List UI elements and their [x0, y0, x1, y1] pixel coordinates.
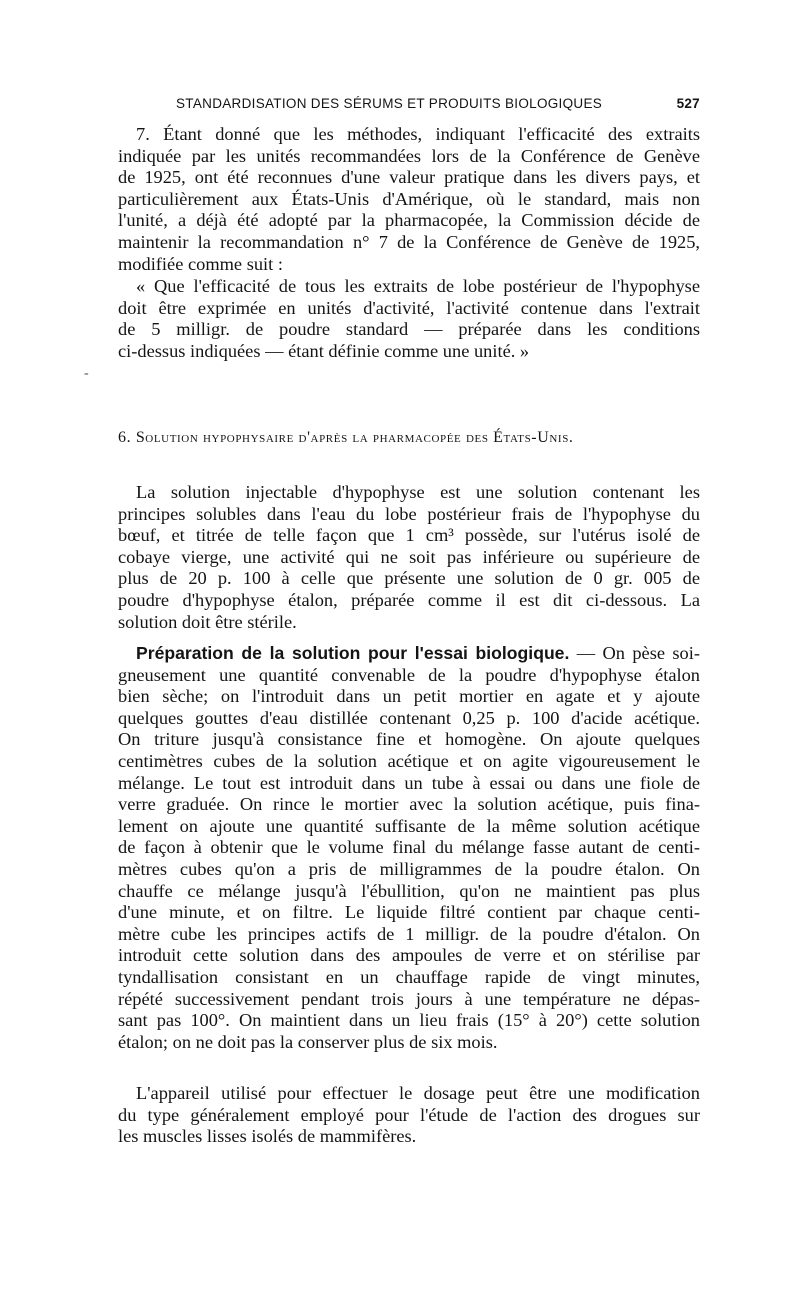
- text-line: On triture jusqu'à consistance fine et homogène. On ajoute quelques: [118, 729, 700, 750]
- text-line: du type généralement employé pour l'étude de l'action des drogues sur: [118, 1104, 700, 1125]
- text-line: L'appareil utilisé pour effectuer le dosage peut être une modification: [136, 1083, 700, 1103]
- section-heading: [118, 429, 700, 447]
- text-line: mélange. Le tout est introduit dans un tube à essai ou dans une fiole de: [118, 772, 700, 793]
- text-line: de façon à obtenir que le volume final du mélange fasse autant de centi-: [118, 837, 700, 858]
- text-line: mètres cubes qu'on a pris de milligrammes de la poudre étalon. On: [118, 858, 700, 879]
- text-line: introduit cette solution dans des ampoules de verre et on stérilise par: [118, 945, 700, 966]
- text-line: sant pas 100°. On maintient dans un lieu frais (15° à 20°) cette solution: [118, 1010, 700, 1031]
- text-line: de 1925, ont été reconnues d'une valeur pratique dans les divers pays, et: [118, 167, 700, 188]
- text-line: cobaye vierge, une activité qui ne soit pas inférieure ou supérieure de: [118, 546, 700, 567]
- text-line: chauffe ce mélange jusqu'à l'ébullition, qu'on ne maintient pas plus: [118, 880, 700, 901]
- text-line: les muscles lisses isolés de mammifères.: [118, 1126, 417, 1147]
- paragraph-solution: [118, 482, 700, 633]
- preparation-first-line: — On pèse soi-: [576, 643, 700, 663]
- paragraph-7: [118, 124, 700, 275]
- text-line: quelques gouttes d'eau distillée contenant 0,25 p. 100 d'acide acétique.: [118, 707, 700, 728]
- page-number: 527: [676, 96, 700, 111]
- text-line: bœuf, et titrée de telle façon que 1 cm³ possède, sur l'utérus isolé de: [118, 525, 700, 546]
- text-line: plus de 20 p. 100 à celle que présente une solution de 0 gr. 005 de: [118, 568, 700, 589]
- text-line: particulièrement aux États-Unis d'Amérique, où le standard, mais non: [118, 188, 700, 209]
- section-number: 6.: [118, 429, 132, 446]
- text-line: bien sèche; on l'introduit dans un petit mortier en agate et y ajoute: [118, 686, 700, 707]
- text-line: d'une minute, et on filtre. Le liquide filtré contient par chaque centi-: [118, 902, 700, 923]
- text-line: lement on ajoute une quantité suffisante de la même solution acétique: [118, 815, 700, 836]
- running-title: STANDARDISATION DES SÉRUMS ET PRODUITS BIOLOGIQUES: [176, 96, 603, 111]
- text-line: La solution injectable d'hypophyse est une solution contenant les: [136, 482, 700, 502]
- text-line: « Que l'efficacité de tous les extraits de lobe postérieur de l'hypophyse: [136, 276, 700, 296]
- text-line: tyndallisation consistant en un chauffage rapide de vingt minutes,: [118, 966, 700, 987]
- text-line: 7. Étant donné que les méthodes, indiquant l'efficacité des extraits: [136, 124, 700, 144]
- paragraph-appareil: [118, 1083, 700, 1148]
- text-line: répété successivement pendant trois jours à une température ne dépas-: [118, 988, 700, 1009]
- section-title: Solution hypophysaire d'après la pharmacopée des États-Unis.: [135, 429, 574, 446]
- text-line: mètre cube les principes actifs de 1 milligr. de la poudre d'étalon. On: [118, 923, 700, 944]
- text-line: principes solubles dans l'eau du lobe postérieur frais de l'hypophyse du: [118, 503, 700, 524]
- text-line: indiquée par les unités recommandées lors de la Conférence de Genève: [118, 145, 700, 166]
- text-line: modifiée comme suit :: [118, 253, 283, 274]
- text-line: centimètres cubes de la solution acétique et on agite vigoureusement le: [118, 750, 700, 771]
- text-line: solution doit être stérile.: [118, 611, 297, 632]
- text-line: poudre d'hypophyse étalon, préparée comme il est dit ci-dessous. La: [118, 589, 700, 610]
- text-line: l'unité, a déjà été adopté par la pharmacopée, la Commission décide de: [118, 210, 700, 231]
- text-line: étalon; on ne doit pas la conserver plus de six mois.: [118, 1031, 498, 1052]
- text-line: verre graduée. On rince le mortier avec la solution acétique, puis fina-: [118, 794, 700, 815]
- text-line: de 5 milligr. de poudre standard — préparée dans les conditions: [118, 319, 700, 340]
- text-line: [118, 643, 700, 665]
- text-line: gneusement une quantité convenable de la poudre d'hypophyse étalon: [118, 664, 700, 685]
- text-line: maintenir la recommandation n° 7 de la Conférence de Genève de 1925,: [118, 231, 700, 252]
- text-line: doit être exprimée en unités d'activité, l'activité contenue dans l'extrait: [118, 297, 700, 318]
- recommendation-quote: [118, 276, 700, 362]
- preparation-heading: Préparation de la solution pour l'essai biologique.: [136, 643, 570, 663]
- margin-mark: -: [84, 366, 89, 381]
- paragraph-preparation: [118, 643, 700, 1053]
- text-line: ci-dessus indiquées — étant définie comme une unité. »: [118, 340, 530, 361]
